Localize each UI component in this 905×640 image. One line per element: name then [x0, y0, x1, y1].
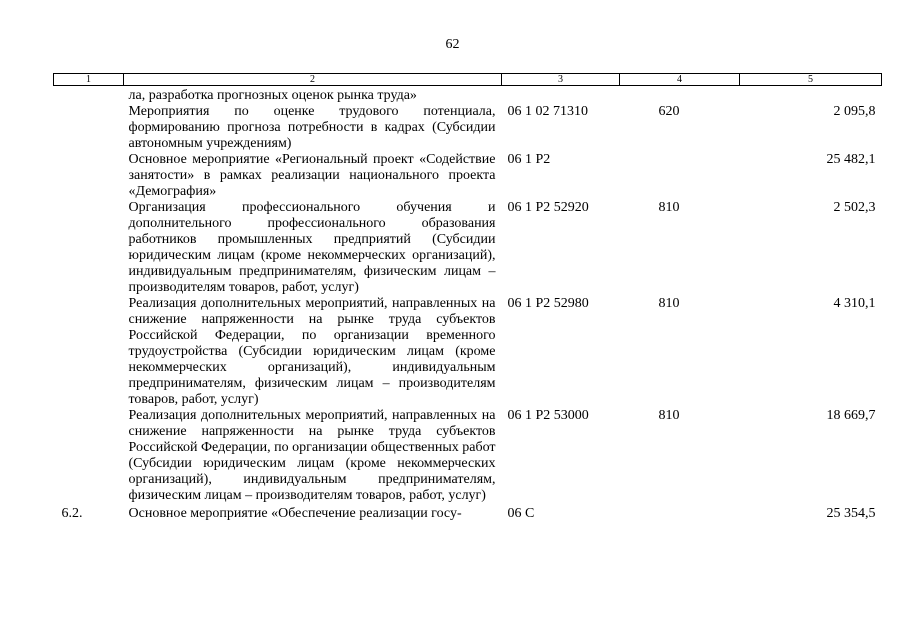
row-expense-type: 620 — [658, 104, 680, 119]
row-amount: 2 502,3 — [833, 200, 876, 215]
row-amount: 25 482,1 — [826, 152, 876, 167]
row-name: Основное мероприятие «Региональный проект «Содействие занятости» в рамках реализации национального проекта «Демография» — [128, 152, 496, 199]
row-name: Основное мероприятие «Обеспечение реализации госу- — [128, 506, 462, 521]
table-row — [54, 104, 882, 152]
row-code: 06 1 02 71310 — [507, 104, 588, 119]
table-row — [54, 296, 882, 408]
row-expense-type: 810 — [658, 296, 680, 311]
table-row — [54, 408, 882, 504]
page-number: 62 — [445, 37, 460, 52]
row-expense-type — [620, 504, 740, 522]
column-header-3: 3 — [502, 74, 620, 86]
row-number — [54, 296, 124, 408]
row-number — [54, 104, 124, 152]
row-amount: 2 095,8 — [833, 104, 876, 119]
row-number — [54, 86, 124, 105]
table-row — [54, 200, 882, 296]
row-number: 6.2. — [61, 506, 83, 521]
row-code: 06 С — [507, 506, 535, 521]
column-header-4: 4 — [620, 74, 740, 86]
row-code: 06 1 Р2 53000 — [507, 408, 589, 423]
column-header-5: 5 — [740, 74, 882, 86]
row-name: Реализация дополнительных мероприятий, направленных на снижение напряженности на рынке труда субъектов Российской Федерации, по организации временного трудоустройства (Субсидии юридическим лицам (кроме некоммерческих организаций), индивидуальным предпринимателям, физическим лицам – производителям товаров, работ, услуг) — [128, 296, 496, 407]
row-expense-type — [620, 152, 740, 200]
row-code: 06 1 Р2 52980 — [507, 296, 589, 311]
table-row — [54, 504, 882, 522]
column-header-1: 1 — [54, 74, 124, 86]
table-row — [54, 86, 882, 105]
row-code: 06 1 Р2 — [507, 152, 551, 167]
row-amount: 18 669,7 — [826, 408, 876, 423]
row-number — [54, 152, 124, 200]
row-name: Реализация дополнительных мероприятий, направленных на снижение напряженности на рынке труда субъектов Российской Федерации, по организации общественных работ (Субсидии юридическим лицам (кроме некоммерческих организаций), индивидуальным предпринимателям, физическим лицам – производителям товаров, работ, услуг) — [128, 408, 496, 503]
column-header-2: 2 — [124, 74, 502, 86]
row-name: ла, разработка прогнозных оценок рынка труда» — [128, 88, 417, 103]
row-number — [54, 200, 124, 296]
row-number — [54, 408, 124, 504]
row-amount: 4 310,1 — [833, 296, 876, 311]
row-expense-type: 810 — [658, 408, 680, 423]
row-name: Мероприятия по оценке трудового потенциала, формированию прогноза потребности в кадрах (Субсидии автономным учреждениям) — [128, 104, 496, 151]
table-header-row — [54, 74, 882, 86]
row-expense-type — [620, 86, 740, 105]
row-amount: 25 354,5 — [826, 506, 876, 521]
row-expense-type: 810 — [658, 200, 680, 215]
budget-table — [53, 73, 882, 522]
row-code — [502, 86, 620, 105]
row-name: Организация профессионального обучения и дополнительного профессионального образования работников промышленных предприятий (Субсидии юридическим лицам (кроме некоммерческих организаций), индивидуальным предпринимателям, физическим лицам – производителям товаров, работ, услуг) — [128, 200, 496, 295]
table-row — [54, 152, 882, 200]
row-amount — [740, 86, 882, 105]
row-code: 06 1 Р2 52920 — [507, 200, 589, 215]
